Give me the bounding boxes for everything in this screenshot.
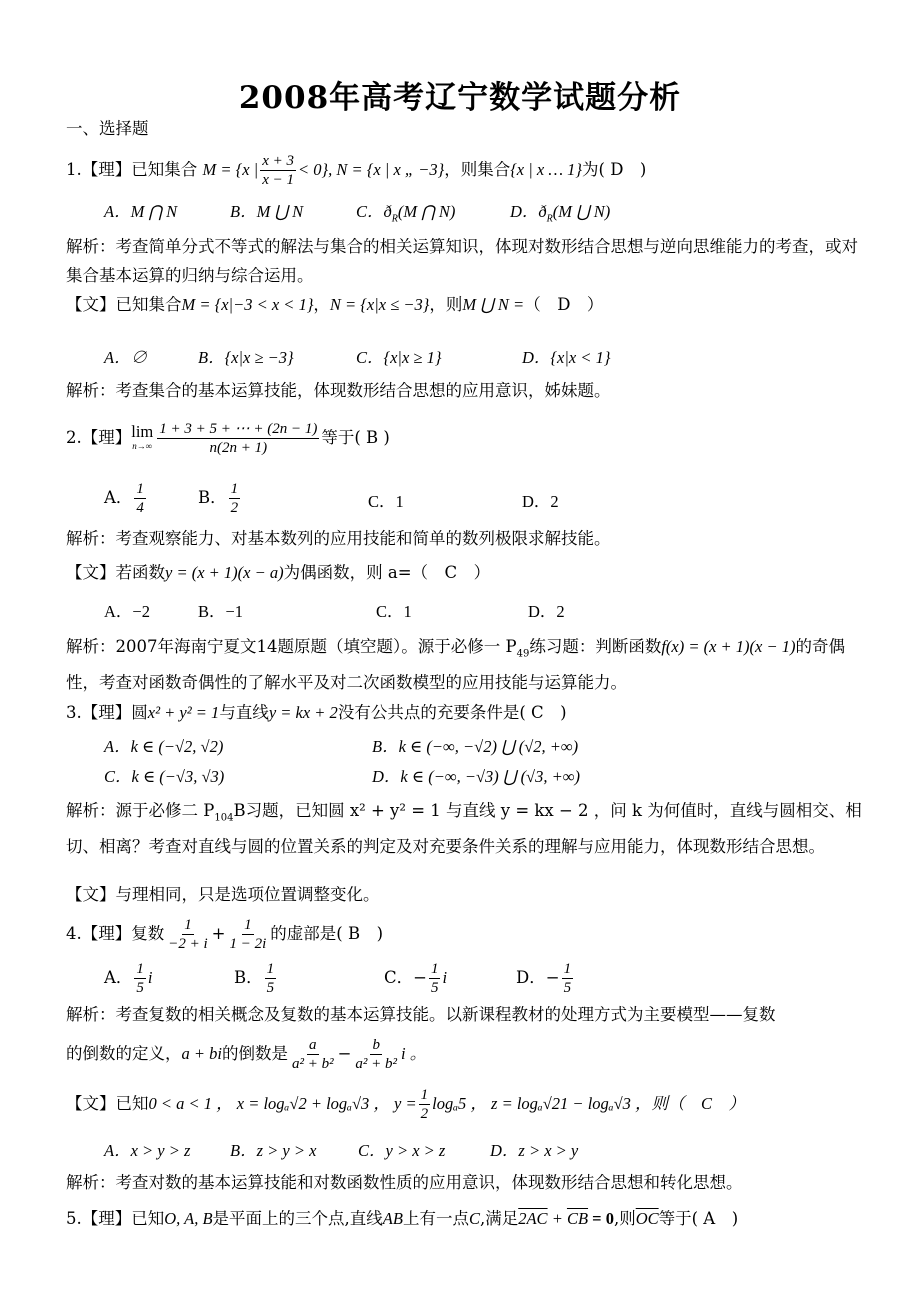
section-heading: 一、选择题 (66, 119, 149, 138)
q2-wen-stem: 【文】若函数y = (x + 1)(x − a)为偶函数，则 a=（ C ） (66, 563, 491, 582)
q2-option-d: D．2 (522, 492, 559, 511)
q1-wen-stem: 【文】已知集合M = {x|−3 < x < 1}，N = {x|x ≤ −3}，则M ⋃ N =（ D ） (66, 295, 604, 314)
q3-stem: 3.【理】圆x² + y² = 1与直线y = kx + 2没有公共点的充要条件是( C ) (66, 703, 567, 722)
q3-option-b: B．k ∈ (−∞, −√2) ⋃ (√2, +∞) (372, 737, 579, 756)
q4-option-d: D．− $\frac{1}{5}$ (516, 961, 572, 996)
q4-stem: 4.【理】复数 $\frac{1}{-2 + i}$ + $\frac{1}{1 - 2i}$ 的虚部是( B ) (66, 917, 384, 952)
q2-option-b: B． $\frac{1}{2}$ (198, 481, 239, 516)
q4-option-a: A． $\frac{1}{5}$ i (104, 961, 153, 996)
q1-stem: 1.【理】已知集合 M = {x | $\frac{x + 3}{x - 1}$ < 0}, N = {x | x „ −3}，则集合{x | x … 1}为( D ) (66, 153, 647, 188)
q2-wen-option-c: C．1 (376, 602, 412, 621)
q2-wen-option-b: B．−1 (198, 602, 244, 621)
q2-stem: 2.【理】 lim n→∞ $\frac{1 + 3 + 5 + \cdots + (2n - 1)}{n(2n + 1)}$ 等于( B ) (66, 421, 390, 456)
q3-option-d: D．k ∈ (−∞, −√3) ⋃ (√3, +∞) (372, 767, 581, 786)
q2-wen-analysis: 解析：2007年海南宁夏文14题原题（填空题）。源于必修一 $P_{49}$练习题：判断函数f(x) = (x + 1)(x − 1)的奇偶性，考查对函数奇偶性的了解水平及对二次函数模型的应用技能与运算能力。 (66, 637, 846, 693)
q3-wen: 【文】与理相同，只是选项位置调整变化。 (66, 885, 380, 904)
q1-wen-option-a: A．∅ (104, 348, 148, 367)
q2-analysis: 解析：考查观察能力、对基本数列的应用技能和简单的数列极限求解技能。 (66, 529, 611, 548)
q4-analysis-line1: 解析：考查复数的相关概念及复数的基本运算技能。以新课程教材的处理方式为主要模型——复数 (66, 1005, 776, 1024)
q1-option-d: D．$ð_R(M$ ⋃ N) (510, 202, 611, 225)
q1-analysis: 解析：考查简单分式不等式的解法与集合的相关运算知识，体现对数形结合思想与逆向思维能力的考查，或对集合基本运算的归纳与综合运用。 (66, 237, 858, 285)
q4-analysis-line2: 的倒数的定义，a + bi的倒数是 $\frac{a}{\text{a² + b²}}$ − $\frac{b}{\text{a² + b²}}$ i 。 (66, 1037, 427, 1072)
q4-wen-option-b: B．z > y > x (230, 1141, 317, 1160)
q2-wen-option-d: D．2 (528, 602, 565, 621)
page-title: 2008年高考辽宁数学试题分析 (238, 80, 682, 116)
q1-wen-option-c: C．{x|x ≥ 1} (356, 348, 442, 367)
q4-wen-analysis: 解析：考查对数的基本运算技能和对数函数性质的应用意识，体现数形结合思想和转化思想。 (66, 1173, 743, 1192)
q1-wen-option-d: D．{x|x < 1} (522, 348, 611, 367)
q2-wen-option-a: A．−2 (104, 602, 150, 621)
q1-wen-analysis: 解析：考查集合的基本运算技能，体现数形结合思想的应用意识，姊妹题。 (66, 381, 611, 400)
q4-wen-option-a: A．x > y > z (104, 1141, 191, 1160)
q2-option-c: C．1 (368, 492, 404, 511)
q1-option-c: C．$ð_R(M$ ⋂ N) (356, 202, 456, 225)
q3-option-c: C．k ∈ (−√3, √3) (104, 767, 225, 786)
q1-wen-option-b: B．{x|x ≥ −3} (198, 348, 294, 367)
q3-option-a: A．k ∈ (−√2, √2) (104, 737, 224, 756)
q4-option-c: C．− $\frac{1}{5}$ i (384, 961, 448, 996)
q4-wen-stem: 【文】已知0 < a < 1 ， x = logₐ√2 + logₐ√3 ， y = $\frac{1}{2}$ logₐ5 ， z = logₐ√21 − logₐ√3 ，则（ C ） (66, 1087, 746, 1122)
q3-analysis: 解析：源于必修二 $P_{104}B$习题，已知圆 x² + y² = 1 与直线 y = kx − 2 ，问 k 为何值时，直线与圆相交、相切、相离？考查对直线与圆的位置关系的判定及对充要条件关系的理解与应用能力，体现数形结合思想。 (66, 801, 862, 857)
q1-option-a: A．M ⋂ N (104, 202, 178, 221)
q4-option-b: B． $\frac{1}{5}$ (234, 961, 275, 996)
q4-wen-option-d: D．z > x > y (490, 1141, 579, 1160)
q1-option-b: B．M ⋃ N (230, 202, 304, 221)
q2-option-a: A． $\frac{1}{4}$ (104, 481, 144, 516)
q4-wen-option-c: C．y > x > z (358, 1141, 446, 1160)
q5-stem: 5.【理】已知O, A, B是平面上的三个点,直线AB上有一点C,满足$2AC + \overline{CB} = 0$,则$\overline{OC}$等于( A ) (66, 1209, 739, 1228)
